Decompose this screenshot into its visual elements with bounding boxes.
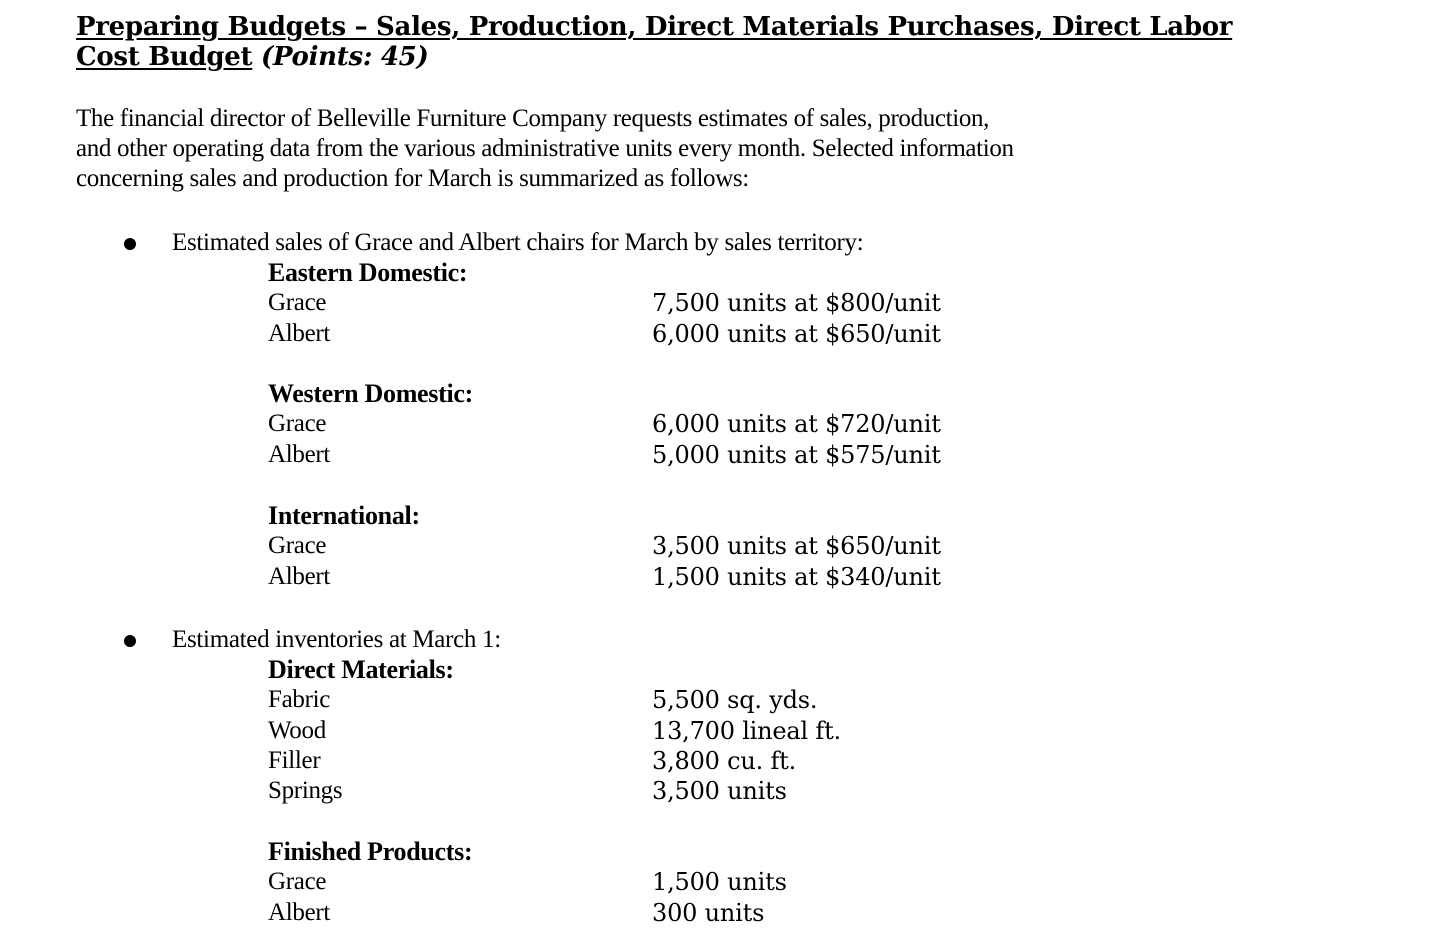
row-value: 300 units bbox=[652, 899, 765, 927]
title-line-2: Cost Budget bbox=[76, 42, 253, 72]
row-label: Grace bbox=[268, 868, 327, 895]
group-heading-direct-materials: Direct Materials: bbox=[268, 655, 454, 684]
bullet-text-inventories: Estimated inventories at March 1: bbox=[172, 626, 501, 653]
row-label: Grace bbox=[268, 289, 327, 316]
row-label: Albert bbox=[268, 441, 331, 468]
row-label: Albert bbox=[268, 899, 331, 926]
row-label: Springs bbox=[268, 777, 343, 804]
group-heading-western: Western Domestic: bbox=[268, 379, 473, 408]
row-label: Wood bbox=[268, 717, 326, 744]
row-label: Filler bbox=[268, 747, 321, 774]
intro-line-2: and other operating data from the various administrative units every month. Selected information bbox=[76, 135, 1014, 162]
row-value: 7,500 units at $800/unit bbox=[652, 289, 941, 317]
row-label: Grace bbox=[268, 532, 327, 559]
row-value: 5,000 units at $575/unit bbox=[652, 441, 941, 469]
intro-line-1: The financial director of Belleville Furniture Company requests estimates of sales, production, bbox=[76, 105, 990, 132]
row-label: Albert bbox=[268, 320, 331, 347]
bullet-dot-1 bbox=[124, 238, 136, 250]
title-line-1: Preparing Budgets – Sales, Production, Direct Materials Purchases, Direct Labor bbox=[76, 12, 1233, 42]
row-value: 13,700 lineal ft. bbox=[652, 717, 841, 745]
row-value: 1,500 units bbox=[652, 868, 787, 896]
document-title bbox=[76, 12, 1276, 72]
row-value: 1,500 units at $340/unit bbox=[652, 563, 941, 591]
group-heading-international: International: bbox=[268, 501, 420, 530]
row-value: 3,500 units bbox=[652, 777, 787, 805]
row-value: 3,500 units at $650/unit bbox=[652, 532, 941, 560]
bullet-dot-2 bbox=[124, 635, 136, 647]
row-value: 3,800 cu. ft. bbox=[652, 747, 797, 775]
row-value: 5,500 sq. yds. bbox=[652, 686, 818, 714]
row-label: Grace bbox=[268, 410, 327, 437]
row-value: 6,000 units at $650/unit bbox=[652, 320, 941, 348]
row-label: Albert bbox=[268, 563, 331, 590]
group-heading-eastern: Eastern Domestic: bbox=[268, 258, 468, 287]
row-label: Fabric bbox=[268, 686, 331, 713]
points-label: (Points: 45) bbox=[261, 42, 429, 72]
bullet-text-sales: Estimated sales of Grace and Albert chairs for March by sales territory: bbox=[172, 229, 864, 256]
group-heading-finished-products: Finished Products: bbox=[268, 837, 473, 866]
row-value: 6,000 units at $720/unit bbox=[652, 410, 941, 438]
intro-paragraph bbox=[76, 104, 1276, 194]
intro-line-3: concerning sales and production for March is summarized as follows: bbox=[76, 165, 749, 192]
